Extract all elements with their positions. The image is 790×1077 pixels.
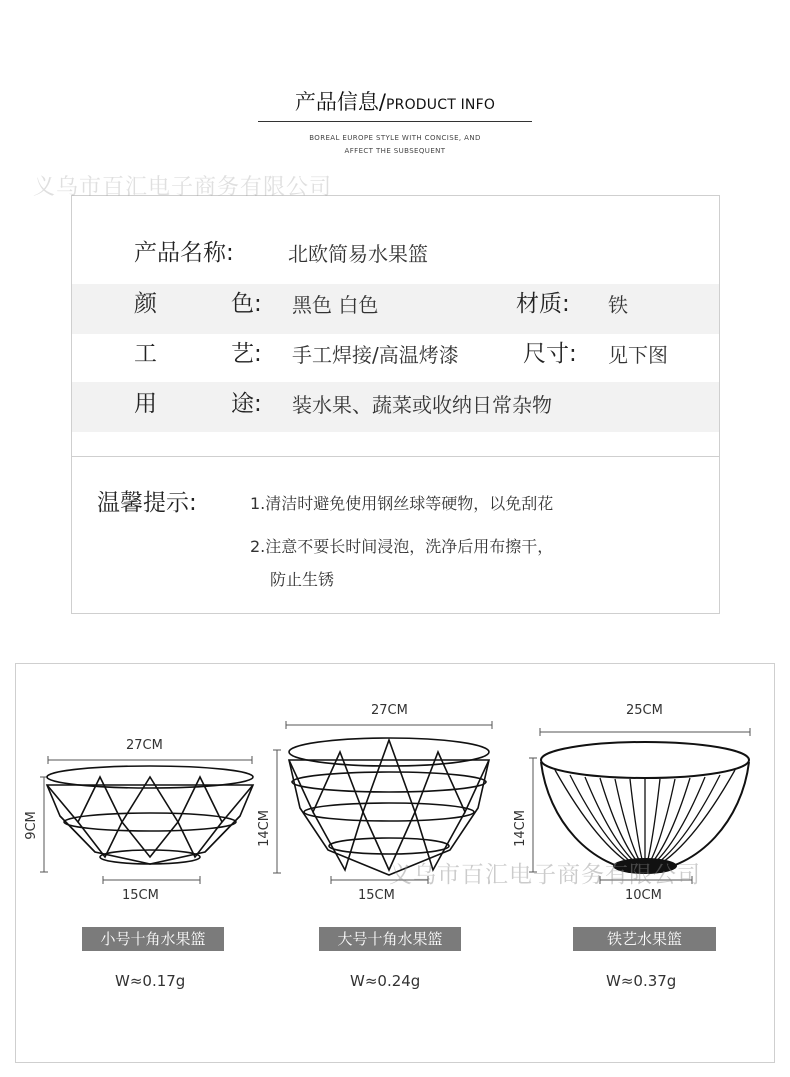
color-value: 黑色 白色 (292, 293, 379, 317)
small-height: 9CM (23, 811, 39, 840)
small-top-width: 27CM (126, 738, 163, 753)
small-basket-label: 小号十角水果篮 (82, 927, 224, 951)
material-label: 材质: (516, 291, 570, 317)
tip-line-1: 1.清洁时避免使用钢丝球等硬物，以免刮花 (250, 494, 554, 513)
large-height: 14CM (256, 810, 272, 847)
color-label-b: 色: (231, 291, 262, 317)
watermark-top: 义乌市百汇电子商务有限公司 (33, 175, 333, 200)
tip-line-3: 防止生锈 (270, 570, 335, 589)
use-label-a: 用 (134, 391, 157, 417)
round-height: 14CM (512, 810, 528, 847)
large-basket-weight: W≈0.24g (350, 972, 421, 990)
small-base-width: 15CM (122, 888, 159, 903)
round-basket-label: 铁艺水果篮 (573, 927, 716, 951)
small-basket-weight: W≈0.17g (115, 972, 186, 990)
use-value: 装水果、蔬菜或收纳日常杂物 (292, 393, 552, 417)
subtitle-line-1: BOREAL EUROPE STYLE WITH CONCISE, AND (309, 134, 481, 142)
craft-label-a: 工 (134, 341, 157, 367)
round-basket-weight: W≈0.37g (606, 972, 677, 990)
tips-label: 温馨提示: (97, 490, 197, 516)
round-top-width: 25CM (626, 703, 663, 718)
large-base-width: 15CM (358, 888, 395, 903)
material-value: 铁 (608, 293, 628, 317)
size-value: 见下图 (608, 343, 668, 367)
craft-label-b: 艺: (231, 341, 262, 367)
color-label-a: 颜 (134, 291, 157, 317)
round-base-width: 10CM (625, 888, 662, 903)
tip-line-2: 2.注意不要长时间浸泡，洗净后用布擦干， (250, 537, 554, 556)
use-label-b: 途: (231, 391, 262, 417)
name-label: 产品名称: (134, 240, 234, 266)
subtitle-line-2: AFFECT THE SUBSEQUENT (344, 147, 446, 155)
large-basket-label: 大号十角水果篮 (319, 927, 461, 951)
watermark-bottom: 义乌市百汇电子商务有限公司 (389, 862, 701, 888)
large-top-width: 27CM (371, 703, 408, 718)
craft-value: 手工焊接/高温烤漆 (292, 343, 459, 367)
size-label: 尺寸: (523, 341, 577, 367)
title-cn: 产品信息/ (294, 90, 386, 114)
name-value: 北欧简易水果篮 (288, 242, 428, 266)
title-en: PRODUCT INFO (386, 97, 496, 113)
